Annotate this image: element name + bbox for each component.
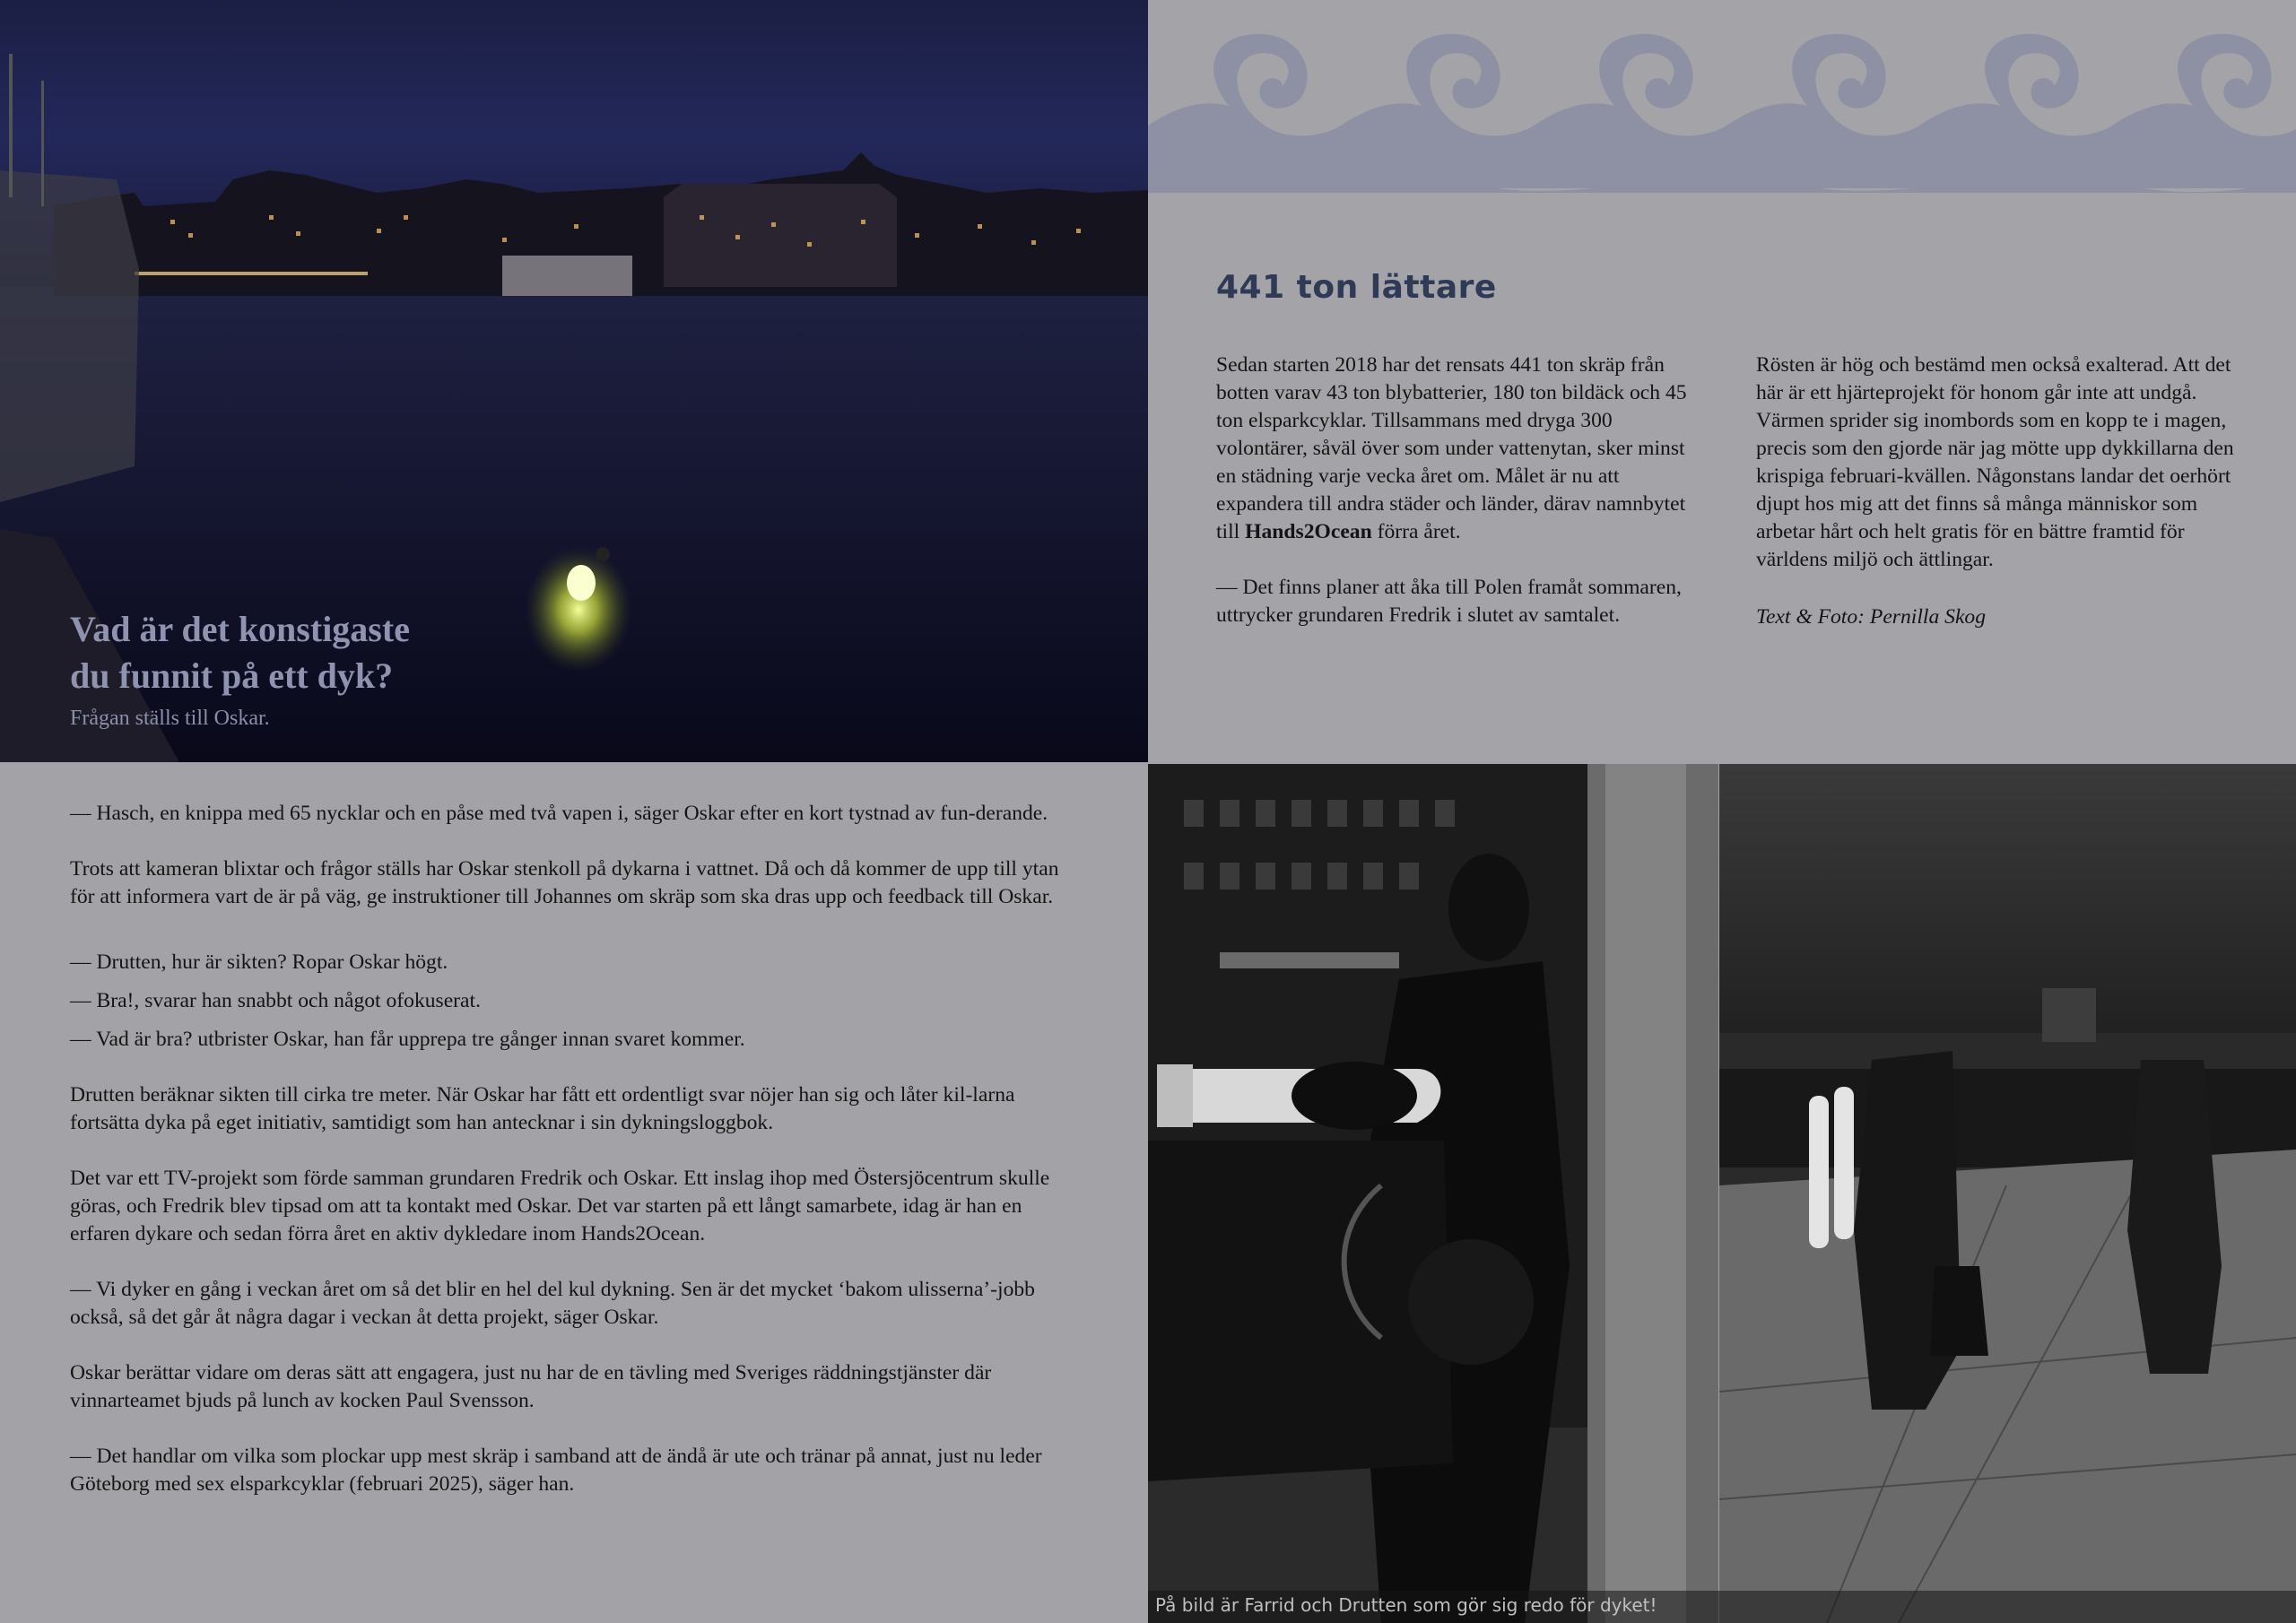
article-paragraph: Trots att kameran blixtar och frågor ställs har Oskar stenkoll på dykarna i vattnet. Då och då kommer de upp till ytan för att informera vart de är på väg, ge instruktioner till Johannes om skräp som ska dras upp och feedback till Oskar. xyxy=(70,857,1059,908)
byline: Text & Foto: Pernilla Skog xyxy=(1756,605,1987,629)
photo-subtitle: Frågan ställs till Oskar. xyxy=(70,707,270,730)
article-paragraph: Rösten är hög och bestämd men också exalterad. Att det här är ett hjärteprojekt för honom går inte att undgå. Värmen sprider sig inombords som en kopp te i magen, precis som den gjorde när jag mötte upp dykkillarna den krispiga februari-kvällen. Någonstans landar det oerhört djupt hos mig att det finns så många människor som arbetar hårt och helt gratis för en bättre framtid för världens miljö och ättlingar. xyxy=(1756,353,2234,571)
night-harbour-photo xyxy=(0,0,1148,762)
dialogue-line: — Bra!, svarar han snabbt och något ofokuserat. xyxy=(70,989,481,1012)
article-bottom-panel xyxy=(0,762,1148,1623)
article-column-left xyxy=(1216,352,1692,657)
article-paragraph: — Hasch, en knippa med 65 nycklar och en påse med två vapen i, säger Oskar efter en kort tystnad av fun-derande. xyxy=(70,802,1048,825)
article-paragraph: — Det handlar om vilka som plockar upp mest skräp i samband att de ändå är ute och tränar på annat, just nu leder Göteborg med sex elsparkcyklar (februari 2025), säger han. xyxy=(70,1445,1042,1496)
article-paragraph: — Vi dyker en gång i veckan året om så det blir en hel del kul dykning. Sen är det mycket ‘bakom ulisserna’-jobb också, så det går åt några dagar i veckan åt detta projekt, säger Oskar. xyxy=(70,1278,1035,1329)
diver-photo-right xyxy=(1719,764,2296,1623)
article-paragraph: Det var ett TV-projekt som förde samman grundaren Fredrik och Oskar. Ett inslag ihop med Östersjöcentrum skulle göras, och Fredrik blev tipsad om att ta kontakt med Oskar. Det var starten på ett långt samarbete, idag är han en erfaren dykare och sedan förra året en aktiv dykledare inom Hands2Ocean. xyxy=(70,1167,1050,1245)
diver-with-tanks-illustration xyxy=(1148,764,1718,1623)
article-top-panel xyxy=(1148,0,2296,762)
divers-walking-illustration xyxy=(1719,764,2296,1623)
article-paragraph: Oskar berättar vidare om deras sätt att engagera, just nu har de en tävling med Sveriges räddningstjänster där vinnarteamet bjuds på lunch av kocken Paul Svensson. xyxy=(70,1361,992,1412)
interview-text xyxy=(70,800,1083,1526)
wave-pattern-decoration xyxy=(1148,0,2296,215)
dialogue-line: — Vad är bra? utbrister Oskar, han får upprepa tre gånger innan svaret kommer. xyxy=(70,1028,745,1051)
photo-question: Vad är det konstigaste du funnit på ett dyk? xyxy=(70,609,410,696)
paragraph-text: förra året. xyxy=(1371,520,1461,543)
article-heading: 441 ton lättare xyxy=(1216,269,1497,306)
article-paragraph xyxy=(1216,352,1692,546)
photo-caption-bar xyxy=(1148,1591,2296,1623)
dialogue-line: — Drutten, hur är sikten? Ropar Oskar högt. xyxy=(70,950,448,974)
article-column-right xyxy=(1756,352,2240,659)
article-paragraph: Drutten beräknar sikten till cirka tre meter. När Oskar har fått ett ordentligt svar nöjer han sig och låter kil-larna fortsätta dyka på eget initiativ, samtidigt som han antecknar i sin dykningsloggbok. xyxy=(70,1083,1015,1134)
diver-photo-left xyxy=(1148,764,1718,1623)
photo-caption: På bild är Farrid och Drutten som gör sig redo för dyket! xyxy=(1155,1594,1657,1616)
paragraph-text: Sedan starten 2018 har det rensats 441 ton skräp från botten varav 43 ton blybatterier, 180 ton bildäck och 45 ton elsparkcyklar. Tillsammans med dryga 300 volontärer, såväl över som under vattenytan, sker minst en städning varje vecka året om. Målet är nu att expandera till andra städer och länder, därav namnbytet till xyxy=(1216,353,1687,543)
article-paragraph: — Det finns planer att åka till Polen framåt sommaren, uttrycker grundaren Fredrik i slutet av samtalet. xyxy=(1216,576,1682,627)
organisation-name: Hands2Ocean xyxy=(1245,520,1372,543)
